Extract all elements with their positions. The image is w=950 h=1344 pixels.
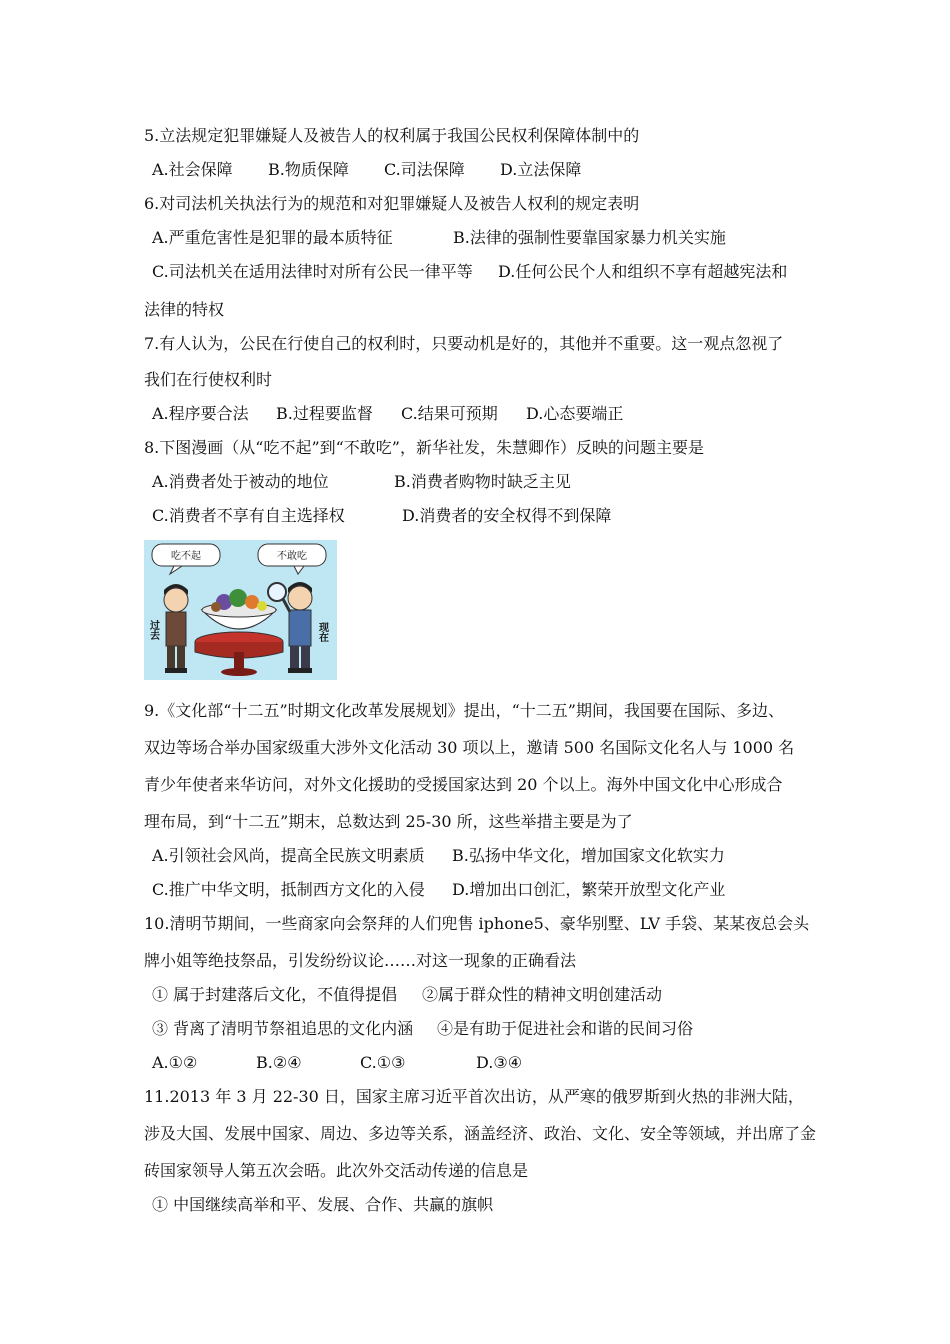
q6-option-b: B.法律的强制性要靠国家暴力机关实施	[453, 228, 726, 247]
label-past: 过去	[147, 620, 159, 640]
q9-option-b: B.弘扬中华文化，增加国家文化软实力	[452, 846, 725, 865]
bubble-right-text: 不敢吃	[277, 551, 307, 562]
q10-item-1: ① 属于封建落后文化，不值得提倡	[152, 985, 398, 1004]
q8-option-b: B.消费者购物时缺乏主见	[394, 472, 571, 491]
q9-stem-line4: 理布局，到“十二五”期末，总数达到 25-30 所，这些举措主要是为了	[144, 812, 633, 831]
q7-stem-line1: 7.有人认为，公民在行使自己的权利时，只要动机是好的，其他并不重要。这一观点忽视了	[144, 334, 784, 353]
q9-stem-line1: 9.《文化部“十二五”时期文化改革发展规划》提出，“十二五”期间，我国要在国际、多边、	[144, 701, 784, 720]
q8-option-d: D.消费者的安全权得不到保障	[402, 506, 612, 525]
q6-option-a: A.严重危害性是犯罪的最本质特征	[152, 228, 393, 247]
q8-option-a: A.消费者处于被动的地位	[152, 472, 329, 491]
q6-stem: 6.对司法机关执法行为的规范和对犯罪嫌疑人及被告人权利的规定表明	[144, 194, 640, 213]
q5-option-a: A.社会保障	[152, 160, 233, 179]
q10-item-2: ②属于群众性的精神文明创建活动	[422, 985, 663, 1004]
q7-option-c: C.结果可预期	[401, 404, 498, 423]
q10-option-b: B.②④	[256, 1053, 302, 1072]
q10-option-a: A.①②	[152, 1053, 198, 1072]
q6-continuation: 法律的特权	[144, 300, 225, 319]
q7-option-b: B.过程要监督	[276, 404, 373, 423]
q5-option-c: C.司法保障	[384, 160, 465, 179]
bubble-left-text: 吃不起	[171, 551, 201, 562]
q10-item-3: ③ 背离了清明节祭祖追思的文化内涵	[152, 1019, 414, 1038]
q11-stem-line3: 砖国家领导人第五次会晤。此次外交活动传递的信息是	[144, 1161, 529, 1180]
q6-option-c: C.司法机关在适用法律时对所有公民一律平等	[152, 262, 473, 281]
q7-option-d: D.心态要端正	[526, 404, 624, 423]
q5-stem: 5.立法规定犯罪嫌疑人及被告人的权利属于我国公民权利保障体制中的	[144, 126, 640, 145]
q10-option-c: C.①③	[360, 1053, 406, 1072]
q9-option-d: D.增加出口创汇，繁荣开放型文化产业	[452, 880, 726, 899]
q5-option-d: D.立法保障	[500, 160, 582, 179]
q7-option-a: A.程序要合法	[152, 404, 249, 423]
label-now: 现在	[316, 622, 328, 642]
q10-stem-line1: 10.清明节期间，一些商家向会祭拜的人们兜售 iphone5、豪华别墅、LV 手袋、某某夜总会头	[144, 914, 810, 933]
q8-stem: 8.下图漫画（从“吃不起”到“不敢吃”，新华社发，朱慧卿作）反映的问题主要是	[144, 438, 704, 457]
q9-option-c: C.推广中华文明，抵制西方文化的入侵	[152, 880, 425, 899]
q6-option-d: D.任何公民个人和组织不享有超越宪法和	[498, 262, 788, 281]
q10-item-4: ④是有助于促进社会和谐的民间习俗	[437, 1019, 694, 1038]
q11-stem-line2: 涉及大国、发展中国家、周边、多边等关系，涵盖经济、政治、文化、安全等领域，并出席了金	[144, 1124, 817, 1143]
q5-option-b: B.物质保障	[268, 160, 349, 179]
q9-stem-line2: 双边等场合举办国家级重大涉外文化活动 30 项以上，邀请 500 名国际文化名人与 1000 名	[144, 738, 795, 757]
q8-option-c: C.消费者不享有自主选择权	[152, 506, 345, 525]
q11-item-1: ① 中国继续高举和平、发展、合作、共赢的旗帜	[152, 1195, 494, 1214]
q10-stem-line2: 牌小姐等绝技祭品，引发纷纷议论……对这一现象的正确看法	[144, 951, 577, 970]
q10-option-d: D.③④	[476, 1053, 523, 1072]
q9-stem-line3: 青少年使者来华访问，对外文化援助的受援国家达到 20 个以上。海外中国文化中心形成合	[144, 775, 783, 794]
q7-stem-line2: 我们在行使权利时	[144, 370, 273, 389]
q11-stem-line1: 11.2013 年 3 月 22-30 日，国家主席习近平首次出访，从严寒的俄罗斯到火热的非洲大陆，	[144, 1087, 804, 1106]
q9-option-a: A.引领社会风尚，提高全民族文明素质	[152, 846, 425, 865]
cartoon-image	[144, 540, 337, 680]
